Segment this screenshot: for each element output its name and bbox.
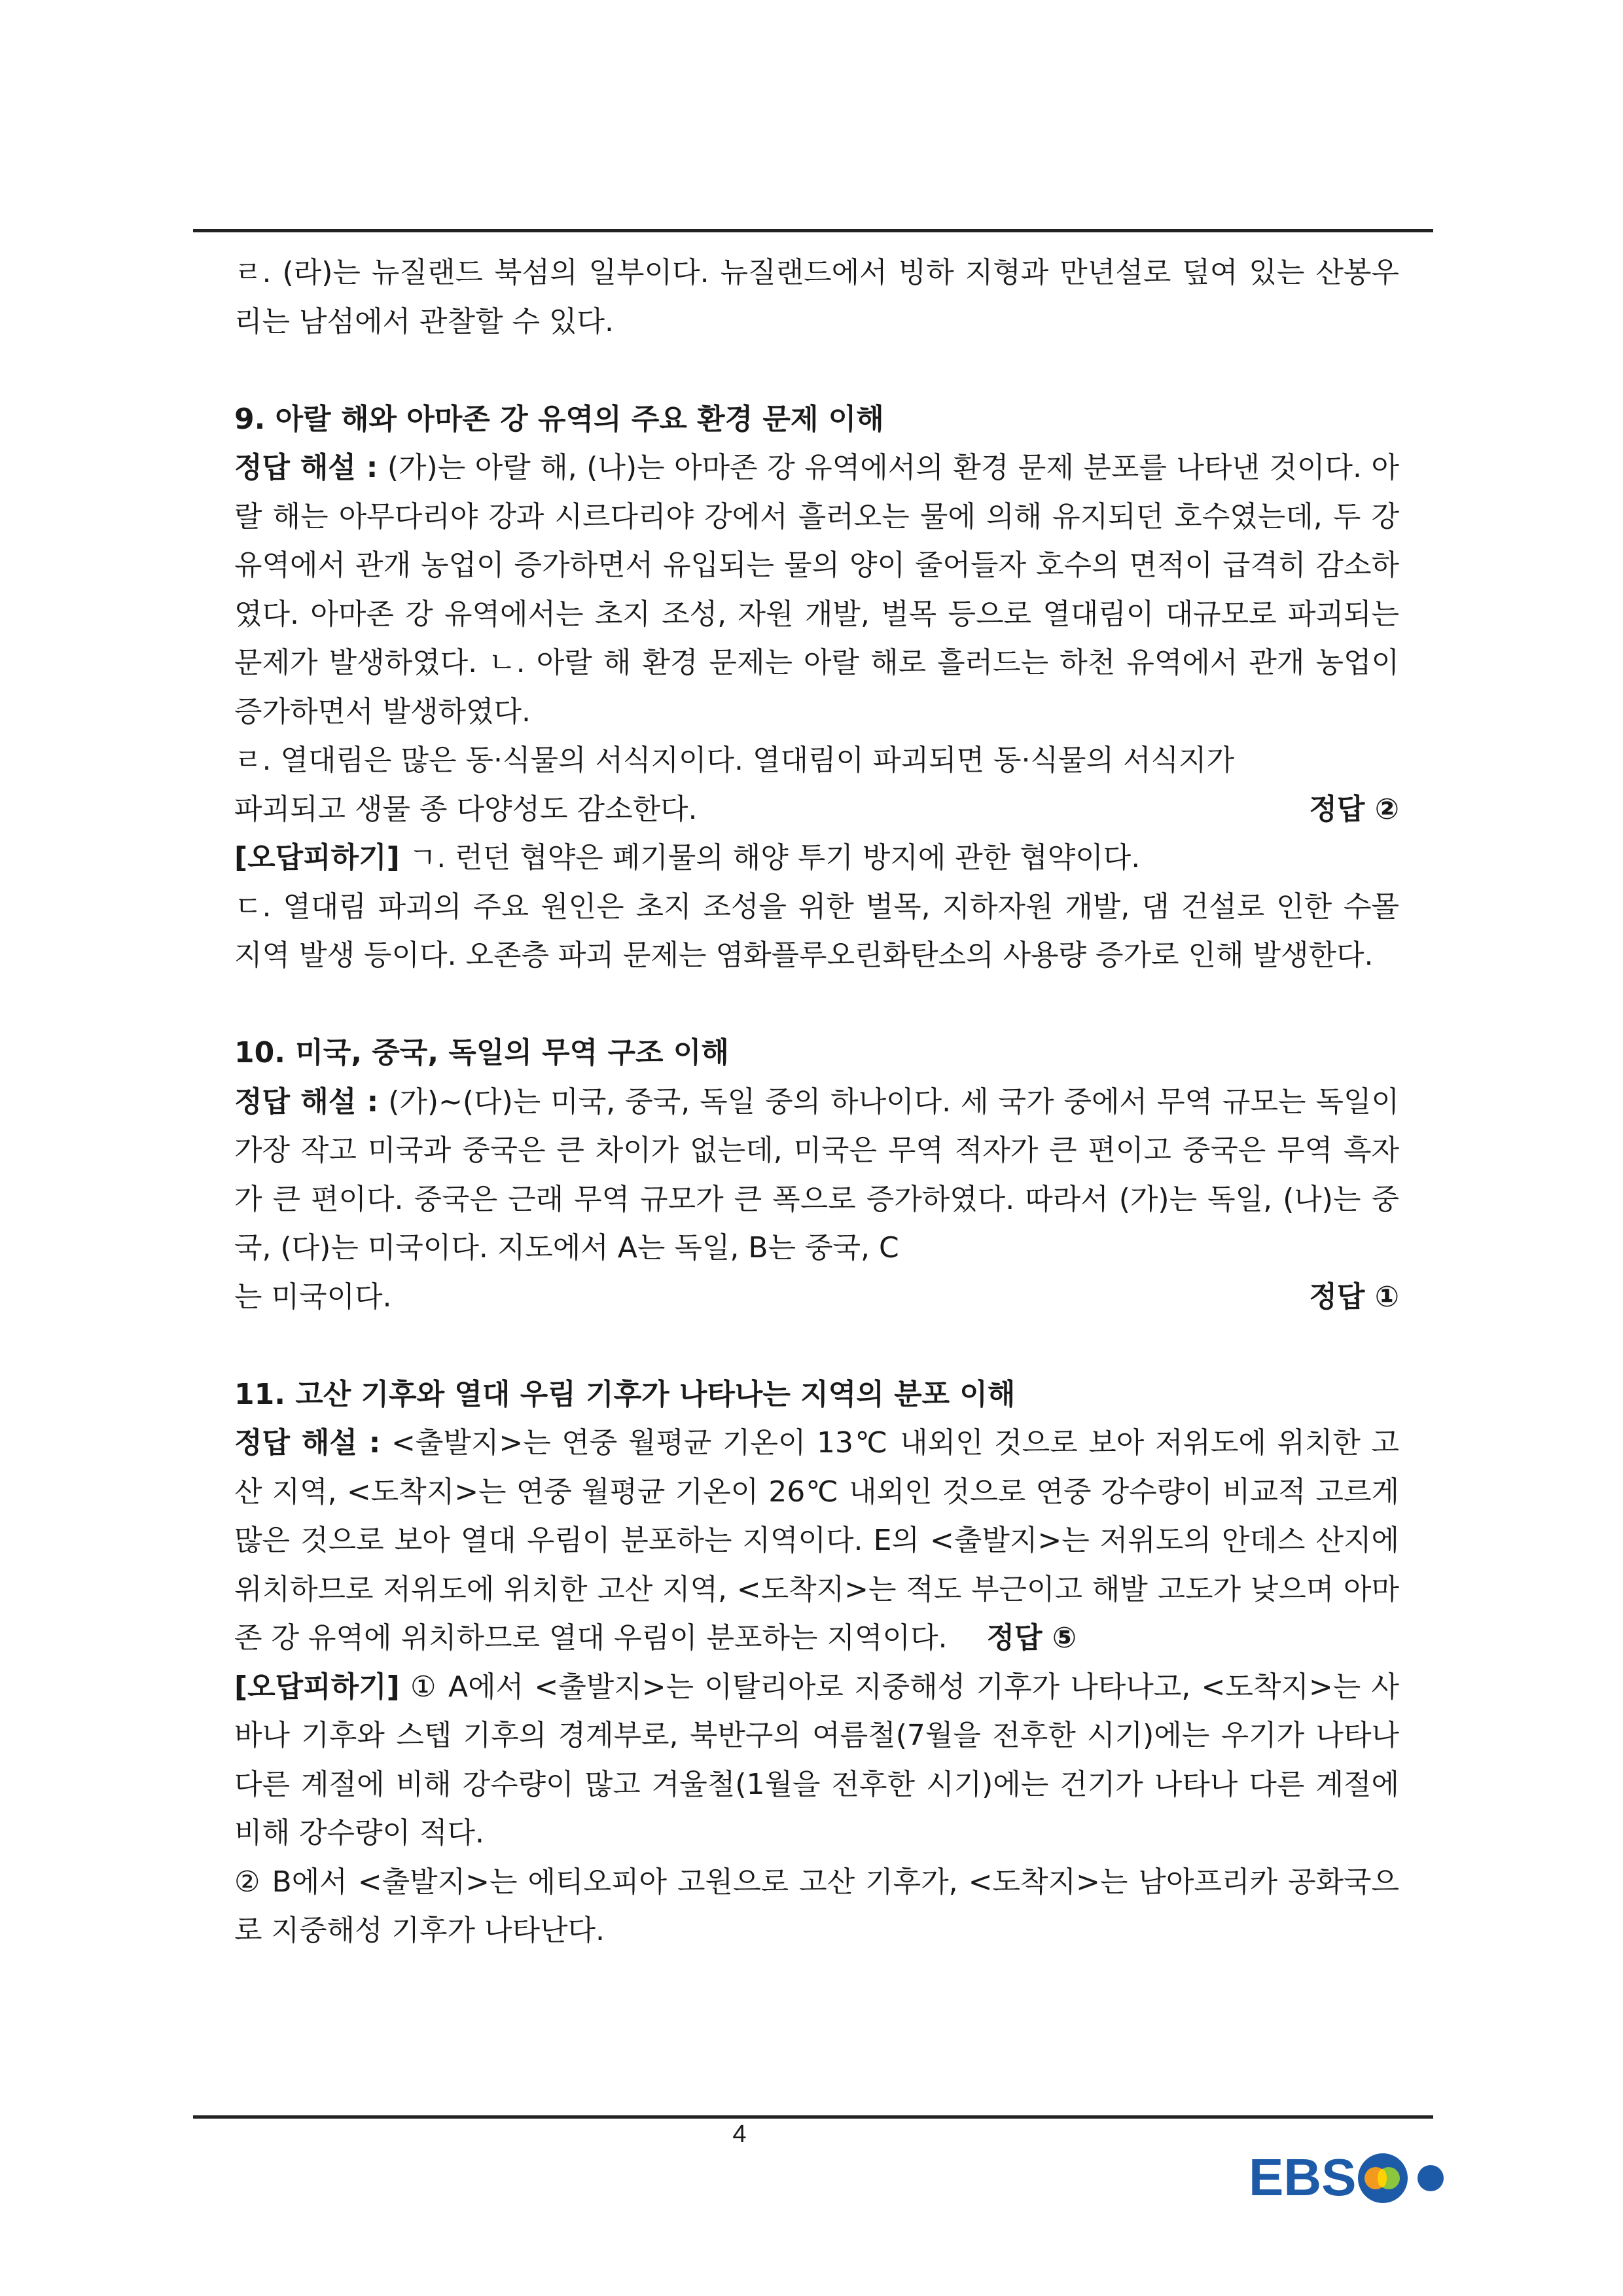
question-10-explanation: 정답 해설 : (가)~(다)는 미국, 중국, 독일 중의 하나이다. 세 국가 중에서 무역 규모는 독일이 가장 작고 미국과 중국은 큰 차이가 없는데, 미국은 무역 적자가 큰 편이고 중국은 무역 흑자가 큰 편이다. 중국은 근래 무역 규모가 큰 폭으로 증가하였다. 따라서 (가)는 독일, (나)는 중국, (다)는 미국이다. 지도에서 A는 독일, B는 중국, C: [234, 1085, 1399, 1265]
page-content: [234, 249, 1399, 1956]
question-9-avoid: [오답피하기] ㄱ. 런던 협약은 폐기물의 해양 투기 방지에 관한 협약이다.: [234, 841, 1141, 874]
intro-paragraph: ㄹ. (라)는 뉴질랜드 북섬의 일부이다. 뉴질랜드에서 빙하 지형과 만년설로 덮여 있는 산봉우리는 남섬에서 관찰할 수 있다.: [234, 256, 1399, 338]
ebs-logo-small-dot: [1418, 2165, 1444, 2191]
avoid-label: [오답피하기]: [234, 1670, 400, 1704]
explanation-label: 정답 해설 :: [234, 1426, 381, 1460]
question-9-title: 9. 아랄 해와 아마존 강 유역의 주요 환경 문제 이해: [234, 402, 884, 436]
ebs-logo-overlap: [1378, 2169, 1387, 2187]
question-9-paragraph-4: ㄷ. 열대림 파괴의 주요 원인은 초지 조성을 위한 벌목, 지하자원 개발, 댐 건설로 인한 수몰 지역 발생 등이다. 오존층 파괴 문제는 염화플루오린화탄소의 사용량 증가로 인해 발생한다.: [234, 889, 1399, 972]
question-11-avoid: [오답피하기] ① A에서 <출발지>는 이탈리아로 지중해성 기후가 나타나고, <도착지>는 사바나 기후와 스텝 기후의 경계부로, 북반구의 여름철(7월을 전후한 시기)에는 우기가 나타나 다른 계절에 비해 강수량이 많고 겨울철(1월을 전후한 시기)에는 건기가 나타나 다른 계절에 비해 강수량이 적다.: [234, 1670, 1399, 1850]
question-10-answer-line: 는 미국이다. 정답 ①: [234, 1273, 1399, 1322]
question-11: [234, 1371, 1399, 1956]
question-10: [234, 1029, 1399, 1321]
question-11-explanation: 정답 해설 : <출발지>는 연중 월평균 기온이 13℃ 내외인 것으로 보아 저위도에 위치한 고산 지역, <도착지>는 연중 월평균 기온이 26℃ 내외인 것으로 연중 강수량이 비교적 고르게 많은 것으로 보아 열대 우림이 분포하는 지역이다. E의 <출발지>는 저위도의 안데스 산지에 위치하므로 저위도에 위치한 고산 지역, <도착지>는 적도 부근이고 해발 고도가 낮으며 아마존 강 유역에 위치하므로 열대 우림이 분포하는 지역이다. 정답 ⑤: [234, 1426, 1399, 1655]
page-number: 4: [732, 2121, 747, 2148]
question-11-answer: 정답 ⑤: [986, 1621, 1077, 1655]
question-10-title: 10. 미국, 중국, 독일의 무역 구조 이해: [234, 1036, 729, 1069]
question-10-answer: 정답 ①: [1309, 1280, 1399, 1314]
question-9: [234, 395, 1399, 980]
explanation-label: 정답 해설 :: [234, 1085, 379, 1119]
ebs-logo: [1249, 2142, 1458, 2214]
question-9-paragraph-2: ㄹ. 열대림은 많은 동·식물의 서식지이다. 열대림이 파괴되면 동·식물의 서식지가: [234, 744, 1234, 777]
header-rule: [193, 229, 1433, 232]
question-11-paragraph-3: ② B에서 <출발지>는 에티오피아 고원으로 고산 기후가, <도착지>는 남아프리카 공화국으로 지중해성 기후가 나타난다.: [234, 1865, 1399, 1947]
explanation-label: 정답 해설 :: [234, 451, 378, 484]
question-9-answer: 정답 ②: [1309, 792, 1399, 826]
footer-rule: [193, 2115, 1433, 2119]
question-11-title: 11. 고산 기후와 열대 우림 기후가 나타나는 지역의 분포 이해: [234, 1377, 1016, 1411]
avoid-label: [오답피하기]: [234, 841, 400, 874]
question-9-answer-line: 파괴되고 생물 종 다양성도 감소한다. 정답 ②: [234, 785, 1399, 834]
ebs-logo-text: EBS: [1249, 2148, 1357, 2206]
question-9-explanation: 정답 해설 : (가)는 아랄 해, (나)는 아마존 강 유역에서의 환경 문제 분포를 나타낸 것이다. 아랄 해는 아무다리야 강과 시르다리야 강에서 흘러오는 물에 의해 유지되던 호수였는데, 두 강 유역에서 관개 농업이 증가하면서 유입되는 물의 양이 줄어들자 호수의 면적이 급격히 감소하였다. 아마존 강 유역에서는 초지 조성, 자원 개발, 벌목 등으로 열대림이 대규모로 파괴되는 문제가 발생하였다. ㄴ. 아랄 해 환경 문제는 아랄 해로 흘러드는 하천 유역에서 관개 농업이 증가하면서 발생하였다.: [234, 451, 1400, 728]
